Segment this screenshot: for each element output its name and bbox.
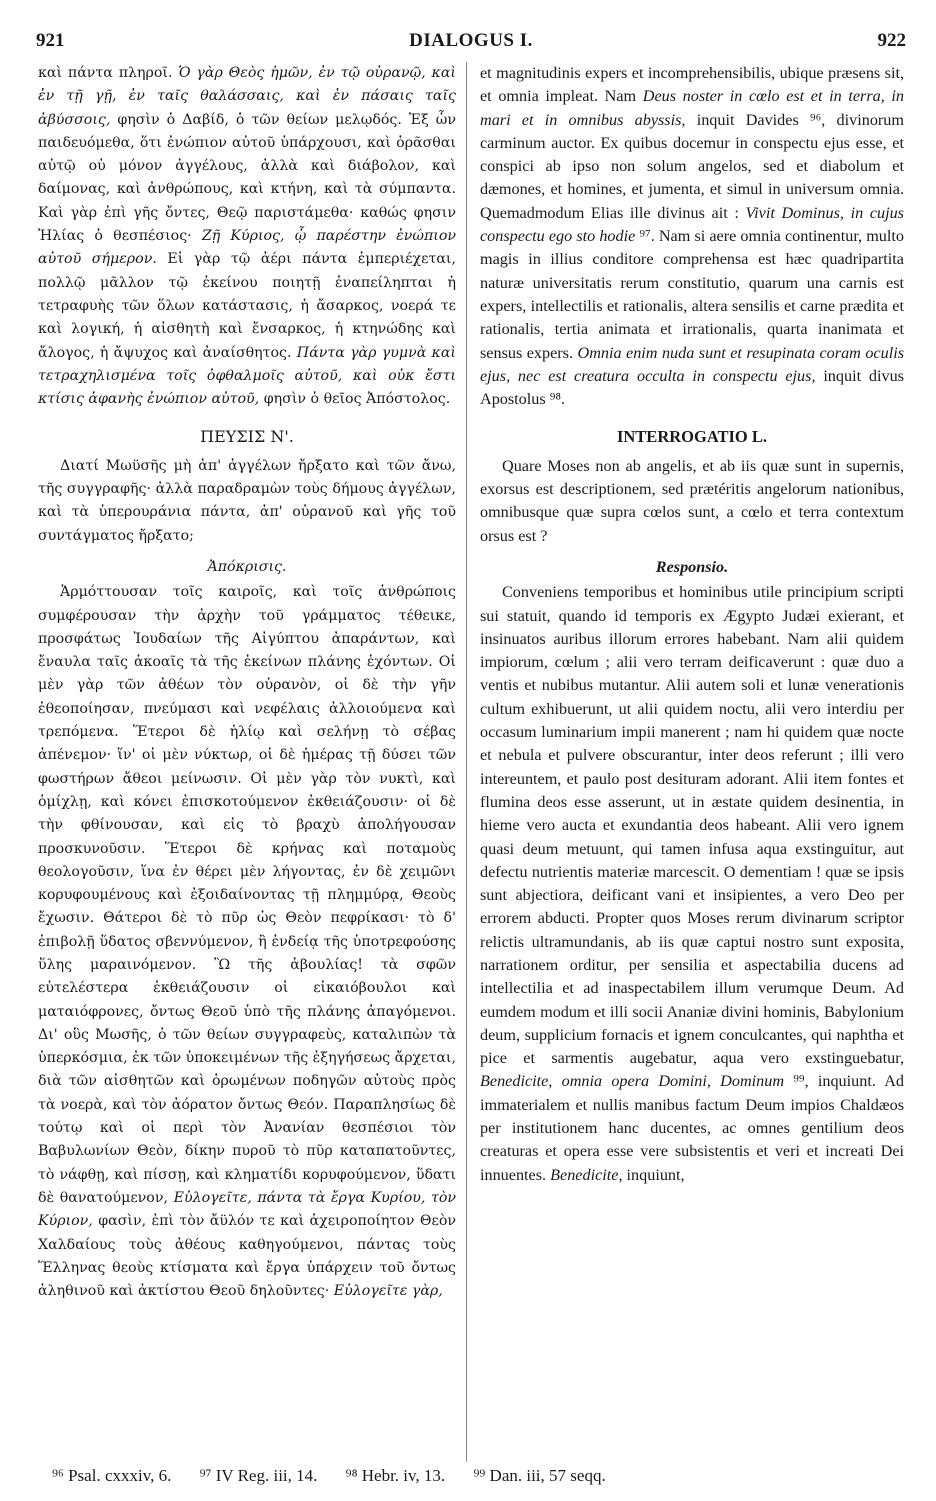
greek-quote: Εὐλογεῖτε γὰρ, [333, 1283, 443, 1300]
page-number-right: 922 [877, 30, 906, 51]
latin-quote: Omnia enim nuda sunt et resupinata coram oculis ejus, nec est creatura occulta in conspectu ejus, [480, 343, 904, 385]
latin-text: Conveniens temporibus et hominibus utile principium scripti sui statuit, quando id temporis ex Ægypto Judæi exierant, et insinuatos auribus illorum errores habebant. Nam alii quidem impiorum, cœlum ; alii vero terram deificaverunt : quæ duo a ventis et nubibus mutantur. Alii autem soli et lunæ venerationis cultum exhibuerunt, ut alii quidem noctu, alii vero interdiu per occasum luminarium impii manerent ; nam hi quidem quæ nocte et nebula et pulvere obscurantur, inter deos referunt ; illi vero intereuntem, et paulo post desituram adorant. Alii item fontes et flumina deos esse asserunt, ut in æstate quidem desinentia, in hieme vero aucta et exundantia deos habeant. Alii vero ignem quasi deum metuunt, qui tamen infusa aqua exstinguitur, aut defectu nutrientis materiæ marcescit. O dementiam ! quæ se ipsis sunt abjectiora, deificant vani et insipientes, a vero Deo per errorem abducti. Propter quos Moses rerum divinarum scriptor relictis ultramundanis, ab iis quæ captui nostro sunt exposita, narrationem orditur, per sensilia et aspectabilia ducens ad intellectilia et ad inaspectabilem illum verumque Deum. Ad eumdem modum et illi socii Ananiæ divini hominis, Babylonium deum, supplicium fornacis et ignem conculcantes, qui naphtha et pice et sarmentis augebatur, aqua vero exstinguebatur, [480, 583, 904, 1068]
greek-quote: Εὐλογεῖτε, πάντα τὰ ἔργα Κυρίου, τὸν Κύριον, [38, 1189, 456, 1230]
latin-paragraph-1 [480, 62, 904, 411]
latin-question: Quare Moses non ab angelis, et ab iis quæ sunt in supernis, exorsus est descriptionem, sed prætéritis angelorum nationibus, omnibusque quæ supra cœlos sunt, a cœlo et terra contextum orsus est ? [480, 456, 904, 545]
latin-answer [480, 581, 904, 1187]
footnote: ⁹⁸ Hebr. iv, 13. [345, 1466, 446, 1485]
greek-answer-heading: Ἀπόκρισις. [207, 558, 287, 575]
latin-text: inquiunt, [622, 1165, 685, 1184]
page-number-left: 921 [36, 30, 65, 51]
greek-text: Ἁρμόττουσαν τοῖς καιροῖς, καὶ τοῖς ἀνθρώποις συμφέρουσαν τὴν ἀρχὴν τοῦ γράμματος τέθεικε, προσφάτως Ἰουδαίων τῆς Αἰγύπτου ἀπαράντων, καὶ ἔναυλα ταῖς ἀκοαῖς τὰ τῆς ἐκείνων πλάνης ἐχόντων. Οἱ μὲν γὰρ τῶν ἀθέων τὸν οὐρανὸν, οἱ δὲ τὴν γῆν ἐθεοποίησαν, πνεύμασι καὶ νεφέλαις ἀλλοιούμενα καὶ τρεπόμενα. Ἕτεροι δὲ ἡλίῳ καὶ σελήνῃ τὸ σέβας ἀπένεμον· ἵν' οἱ μὲν νύκτωρ, οἱ δὲ ἡμέρας τῇ δύσει τῶν φωστήρων ἄθεοι μείνωσιν. Οἱ μὲν γὰρ τὸν νυκτὶ, καὶ ὁμίχλῃ, καὶ κόνει ἐπισκοτούμενον ἐκθειάζουσιν· οἱ δὲ τὴν φθίνουσαν, καὶ εἰς τὸ βραχὺ ἀπολήγουσαν προσκυνοῦσιν. Ἕτεροι δὲ κρήνας καὶ ποταμοὺς θεολογοῦσιν, ἵνα ἐν θέρει μὲν λήγοντας, ἐν δὲ χειμῶνι κορυφουμένους καὶ ἐξοιδαίνοντας τῇ πλημμύρᾳ, Θεοὺς ἔχωσιν. Θάτεροι δὲ τὸ πῦρ ὡς Θεὸν πεφρίκασι· τὸ δ' ἐπιβολῇ ὕδατος σβεννύμενον, ἢ ἐνδείᾳ τῆς ὑποτρεφούσης ὕλης μαραινόμενον. Ὢ τῆς ἀβουλίας! τὰ σφῶν εὐτελέστερα ἐκθειάζουσιν οἱ εἰκαιόβουλοι καὶ ματαιόφρονες, ὄντως Θεοῦ ὑπὸ τῆς πλάνης ἀπαγόμενοι. Δι' οὓς Μωσῆς, ὁ τῶν θείων συγγραφεὺς, καταλιπὼν τὰ ὑπερκόσμια, ἐκ τῶν ὑποκειμένων τῆς ἐξηγήσεως ἄρχεται, διὰ τῶν αἰσθητῶν καὶ ὁρωμένων ποδηγῶν αὐτοὺς πρὸς τὰ νοερὰ, καὶ τὸν ἀόρατον ὄντως Θεόν. Παραπλησίως δὲ τούτῳ καὶ οἱ περὶ τὸν Ἀνανίαν θεσπέσιοι τὸν Βαβυλωνίων Θεὸν, δίκην πυροῦ τὸ πῦρ καταπατοῦντες, τὸ νάφθῃ, καὶ πίσσῃ, καὶ κληματίδι κορυφούμενον, ὕδατι δὲ θανατούμενον, [38, 584, 456, 1206]
greek-text: καὶ πάντα πληροῖ. [38, 65, 179, 81]
greek-question-heading: ΠΕΥΣΙΣ Ν'. [200, 427, 294, 447]
footnote: ⁹⁷ IV Reg. iii, 14. [199, 1466, 318, 1485]
footnote: ⁹⁹ Dan. iii, 57 seqq. [473, 1466, 606, 1485]
greek-text: φασὶν, ἐπὶ τὸν ἄϋλόν τε καὶ ἀχειροποίητον Θεὸν Χαλδαίους τοὺς ἀθέους καθηγούμενοι, πάντας τοὺς Ἕλληνας θεοὺς κτίσματα καὶ ἔργα ὑπάρχειν τοῦ ὄντως ἀληθινοῦ καὶ ἀκτίστου Θεοῦ δηλοῦντες· [38, 1213, 456, 1300]
latin-text: inquit divus Apostolus ⁹⁸. [480, 366, 904, 409]
greek-paragraph-1 [38, 62, 456, 411]
latin-quote: Deus noster in cœlo est et in terra, in mari et in omnibus abyssis, [480, 87, 905, 129]
latin-question-heading: INTERROGATIO L. [616, 427, 768, 447]
greek-text: φησὶν ὁ θεῖος Ἀπόστολος. [259, 391, 451, 408]
greek-quote: Ζῇ Κύριος, ᾧ παρέστην ἐνώπιον αὐτοῦ σήμερον. [38, 228, 457, 268]
footnote: ⁹⁶ Psal. cxxxiv, 6. [52, 1466, 172, 1485]
latin-answer-heading: Responsio. [655, 557, 729, 576]
latin-column [480, 62, 904, 1187]
latin-text: et magnitudinis expers et incomprehensibilis, ubique præsens sit, et omnia impleat. Nam [480, 64, 904, 106]
latin-text: ⁹⁹, inquiunt. Ad immaterialem et nullis manibus factum Deum impios Chaldæos per institutionem hanc ducentes, ac omnes gentilium deos creaturas et opera esse vere subsistentis et veri et increati Dei innuentes. [480, 1072, 904, 1184]
greek-text: Εἰ γὰρ τῷ ἀέρι πάντα ἐμπεριέχεται, πολλῷ μᾶλλον τῷ ἐκείνου ποιητῇ ἐναπείληπται ἡ τετραφυὴς τῶν ὅλων κατάστασις, ἡ ἄσαρκος, νοερά τε καὶ λογική, ἡ αἰσθητὴ καὶ ἔνσαρκος, ἡ κτηνώδης καὶ ἄλογος, ἡ ἄψυχος καὶ ἀναίσθητος. [38, 251, 456, 361]
latin-quote: Vivit Dominus, in cujus conspectu ego sto hodie [480, 203, 904, 246]
latin-text: inquit Davides ⁹⁶, divinorum carminum auctor. Ex quibus docemur in conspectu ejus esse, et conspici ab ipso non solum angelos, sed et diabolum et dæmones, et homines, et jumenta, et simul in universum omnia. Quemadmodum Elias ille divinus ait : [480, 110, 904, 222]
latin-quote: Benedicite, omnia opera Domini, Dominum [480, 1072, 785, 1091]
footnotes [52, 1466, 912, 1490]
running-title: DIALOGUS I. [409, 30, 533, 51]
greek-question: Διατί Μωϋσῆς μὴ ἀπ' ἀγγέλων ἤρξατο καὶ τῶν ἄνω, τῆς συγγραφῆς· ἀλλὰ παραδραμὼν τοὺς δήμους ἀγγέλων, καὶ τὰ ὑπερουράνια πάντα, ἀπ' οὐρανοῦ καὶ γῆς τοῦ συντάγματος ἤρξατο; [38, 457, 456, 544]
running-header [36, 30, 906, 56]
greek-column [38, 62, 456, 1303]
greek-answer [38, 581, 456, 1303]
greek-text: φησὶν ὁ Δαβίδ, ὁ τῶν θείων μελῳδός. Ἐξ ὧν παιδευόμεθα, ὅτι ἐνώπιον αὐτοῦ ὑπάρχουσι, καὶ ὁρᾶσθαι αὐτῷ οὐ μόνον ἀγγέλους, ἀλλὰ καὶ διάβολον, καὶ δαίμονας, καὶ ἀνθρώπους, καὶ κτήνη, καὶ τὰ σύμπαντα. Καὶ γὰρ ἐπὶ γῆς ὄντες, Θεῷ παριστάμεθα· καθώς φησιν Ἠλίας ὁ θεσπέσιος· [38, 111, 456, 245]
latin-quote: Benedicite, [550, 1165, 623, 1184]
latin-text: ⁹⁷. Nam si aere omnia continentur, multo magis in illius conditore comprehensa est hæc quadripartita naturæ universitatis rerum constitutio, quarum una carnis est expers, intellectilis et rationalis, altera sensilis et carne prædita et rationalis, tertia animata et irrationalis, quarta inanimata et sensus expers. [480, 227, 904, 362]
column-divider [466, 62, 467, 1462]
greek-quote: Ὁ γὰρ Θεὸς ἡμῶν, ἐν τῷ οὐρανῷ, καὶ ἐν τῇ γῇ, ἐν ταῖς θαλάσσαις, καὶ ἐν πάσαις ταῖς ἀβύσσοις, [38, 65, 456, 128]
greek-quote: Πάντα γὰρ γυμνὰ καὶ τετραχηλισμένα τοῖς ὀφθαλμοῖς αὐτοῦ, καὶ οὐκ ἔστι κτίσις ἀφανὴς ἐνώπιον αὐτοῦ, [38, 344, 456, 408]
